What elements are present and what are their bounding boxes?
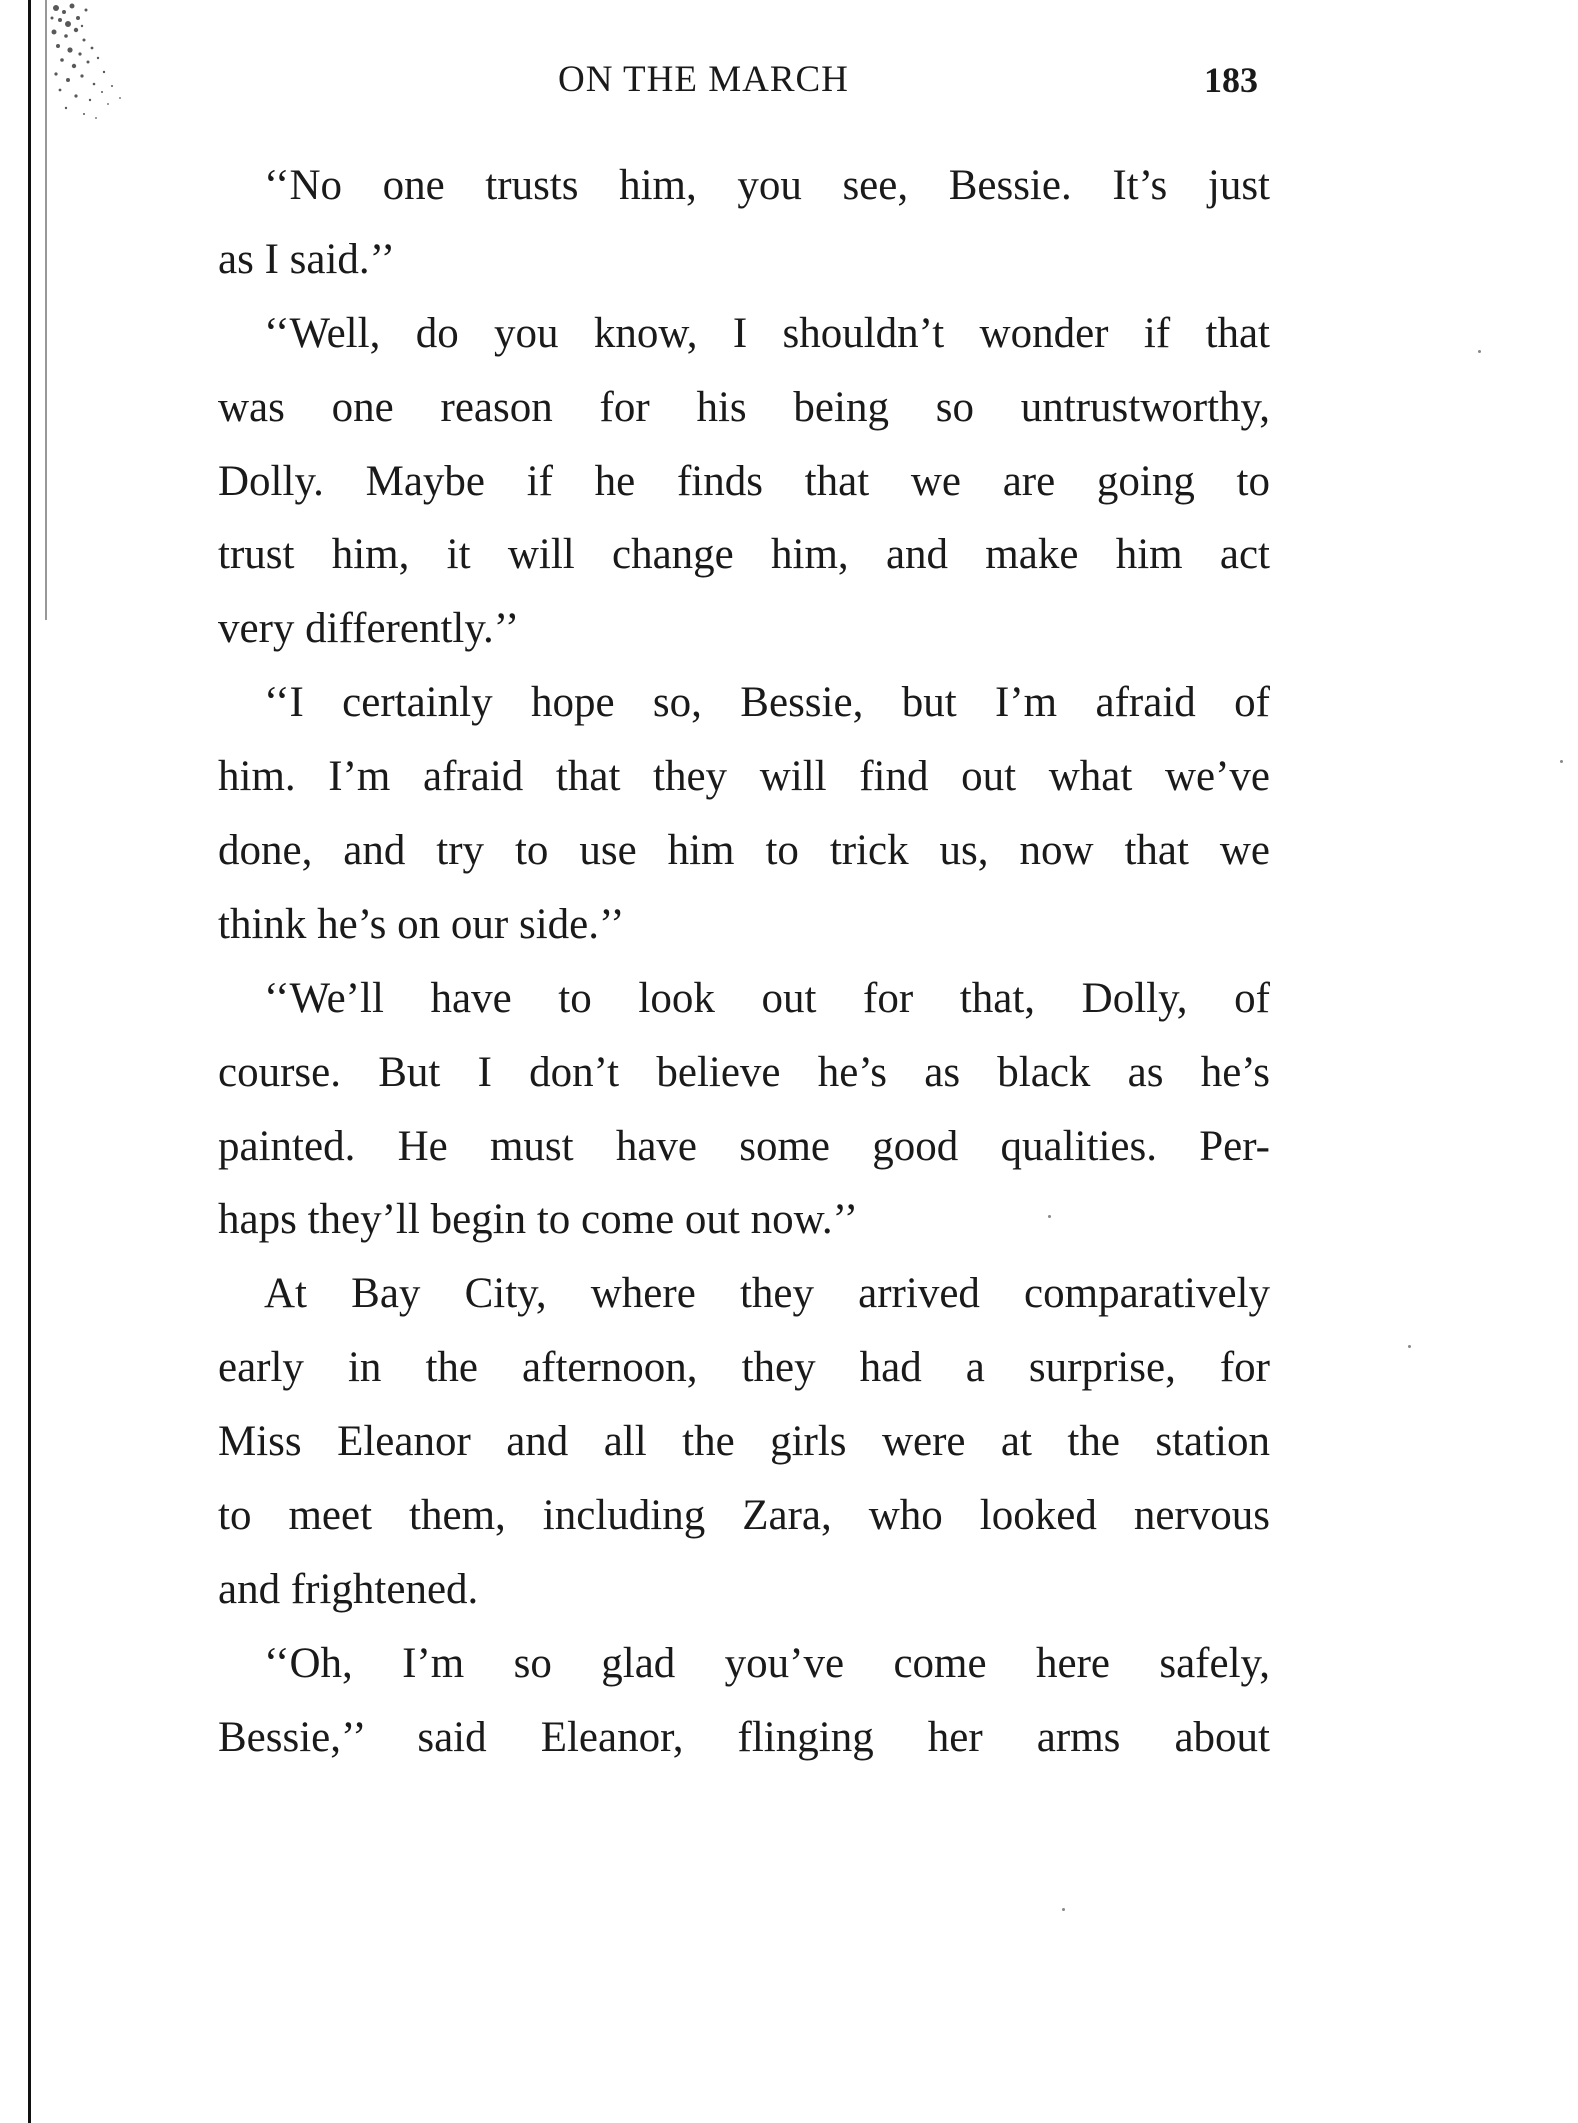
page-header xyxy=(0,50,1578,110)
paper-speck xyxy=(1062,1908,1065,1911)
text-line: Dolly. Maybe if he finds that we are going to xyxy=(218,457,1270,505)
text-line: haps they’ll begin to come out now.’’ xyxy=(218,1196,859,1244)
text-line: ‘‘We’ll have to look out for that, Dolly, of xyxy=(264,974,1270,1022)
text-line: as I said.’’ xyxy=(218,235,396,283)
text-line: very differently.’’ xyxy=(218,605,520,653)
page-number: 183 xyxy=(1204,60,1258,100)
text-line: him. I’m afraid that they will find out what we’ve xyxy=(218,753,1270,801)
text-line: painted. He must have some good qualities. Per- xyxy=(218,1122,1270,1170)
text-line: At Bay City, where they arrived comparatively xyxy=(264,1270,1270,1318)
text-line: trust him, it will change him, and make him act xyxy=(218,531,1270,579)
text-line: ‘‘I certainly hope so, Bessie, but I’m afraid of xyxy=(264,679,1270,727)
text-line: ‘‘Oh, I’m so glad you’ve come here safely, xyxy=(264,1639,1270,1687)
text-line: was one reason for his being so untrustworthy, xyxy=(218,383,1270,431)
text-line: course. But I don’t believe he’s as black as he’s xyxy=(218,1048,1270,1096)
text-line: Miss Eleanor and all the girls were at the station xyxy=(218,1418,1270,1466)
text-line: to meet them, including Zara, who looked nervous xyxy=(218,1492,1270,1540)
paper-speck xyxy=(1048,1215,1051,1218)
text-line: ‘‘No one trusts him, you see, Bessie. It’s just xyxy=(264,162,1270,209)
text-line: Bessie,’’ said Eleanor, flinging her arms about xyxy=(218,1713,1270,1761)
paper-speck xyxy=(1560,760,1563,763)
binding-edge xyxy=(28,0,31,2123)
text-line: done, and try to use him to trick us, now that we xyxy=(218,827,1270,875)
running-head: ON THE MARCH xyxy=(558,59,849,100)
text-line: and frightened. xyxy=(218,1565,479,1613)
text-line: ‘‘Well, do you know, I shouldn’t wonder if that xyxy=(264,309,1270,357)
text-line: think he’s on our side.’’ xyxy=(218,900,625,948)
text-line: early in the afternoon, they had a surprise, for xyxy=(218,1344,1270,1392)
paper-speck xyxy=(1478,350,1481,353)
body-text xyxy=(218,149,1270,1775)
paper-speck xyxy=(1408,1345,1411,1348)
